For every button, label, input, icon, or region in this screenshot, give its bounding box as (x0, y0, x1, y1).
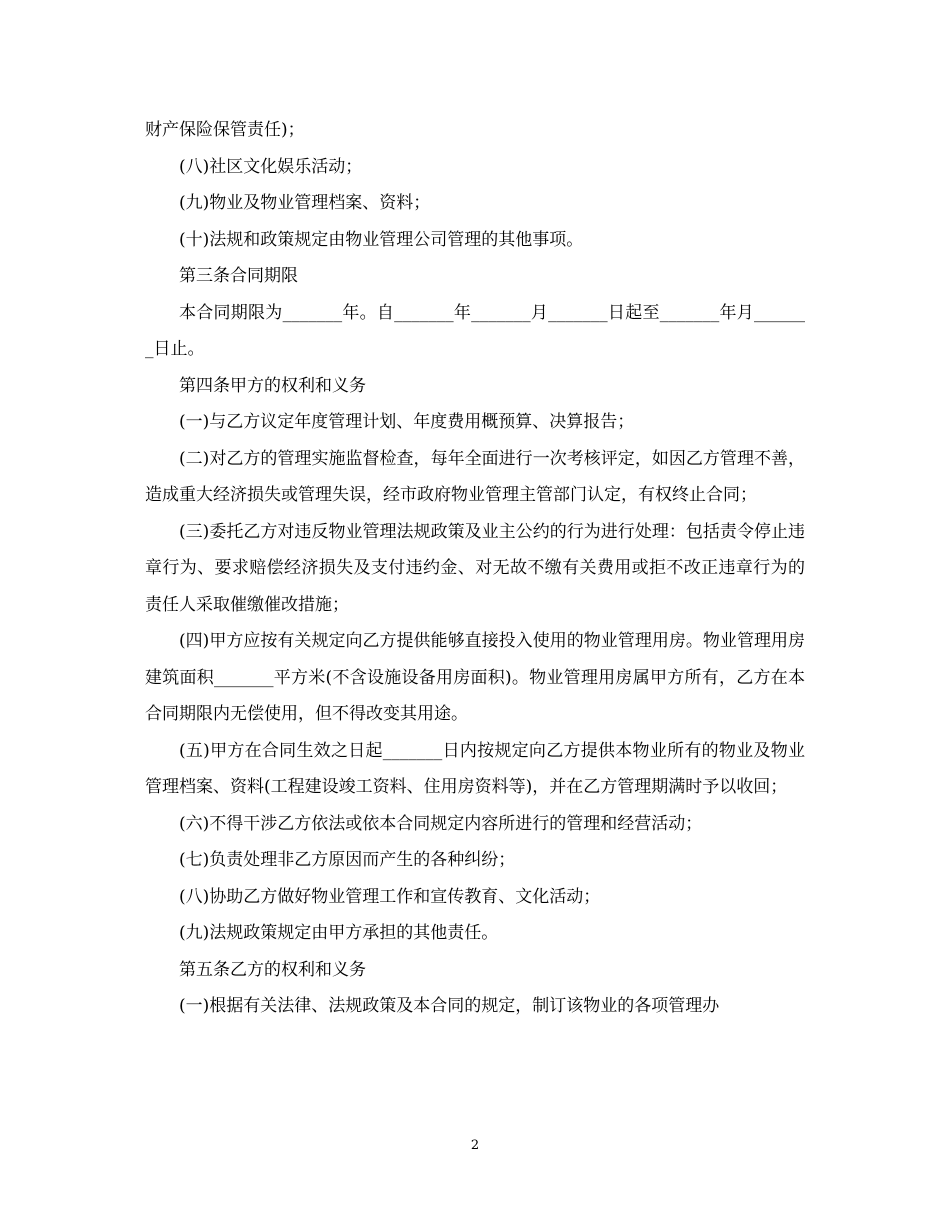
paragraph-item-10-other-matters: (十)法规和政策规定由物业管理公司管理的其他事项。 (179, 229, 584, 250)
paragraph-party-a-item-8: (八)协助乙方做好物业管理工作和宣传教育、文化活动； (179, 886, 601, 907)
paragraph-party-a-item-1: (一)与乙方议定年度管理计划、年度费用概预算、决算报告； (179, 412, 635, 432)
paragraph-party-a-item-5: (五)甲方在合同生效之日起_______日内按规定向乙方提供本物业所有的物业及物业管理档案、资料(工程建设竣工资料、住用房资料等)，并在乙方管理期满时予以收回； (145, 740, 805, 797)
article-4-heading: 第四条甲方的权利和义务 (179, 375, 366, 396)
paragraph-party-a-item-2: (二)对乙方的管理实施监督检查，每年全面进行一次考核评定，如因乙方管理不善，造成重大经济损失或管理失误，经市政府物业管理主管部门认定，有权终止合同； (145, 448, 805, 505)
page-number: 2 (470, 1138, 480, 1153)
paragraph-party-b-item-1: (一)根据有关法律、法规政策及本合同的规定，制订该物业的各项管理办 (179, 996, 720, 1016)
paragraph-item-9-archives: (九)物业及物业管理档案、资料； (179, 193, 431, 213)
paragraph-item-8-community-activities: (八)社区文化娱乐活动； (179, 156, 363, 177)
article-5-heading: 第五条乙方的权利和义务 (179, 959, 366, 980)
article-3-heading: 第三条合同期限 (179, 266, 298, 286)
paragraph-party-a-item-7: (七)负责处理非乙方原因而产生的各种纠纷； (179, 850, 516, 870)
paragraph-continuation: 财产保险保管责任)； (145, 120, 305, 140)
paragraph-party-a-item-6: (六)不得干涉乙方依法或依本合同规定内容所进行的管理和经营活动； (179, 813, 703, 834)
paragraph-party-a-item-4: (四)甲方应按有关规定向乙方提供能够直接投入使用的物业管理用房。物业管理用房建筑面积_______平方米(不含设施设备用房面积)。物业管理用房属甲方所有，乙方在本合同期限内无偿使用，但不得改变其用途。 (145, 631, 805, 724)
paragraph-party-a-item-9: (九)法规政策规定由甲方承担的其他责任。 (179, 923, 499, 943)
paragraph-party-a-item-3: (三)委托乙方对违反物业管理法规政策及业主公约的行为进行处理：包括责令停止违章行为、要求赔偿经济损失及支付违约金、对无故不缴有关费用或拒不改正违章行为的责任人采取催缴催改措施； (145, 521, 805, 615)
document-body (145, 112, 805, 1025)
paragraph-contract-term: 本合同期限为_______年。自_______年_______月_______日起至_______年月_______日止。 (145, 302, 805, 359)
